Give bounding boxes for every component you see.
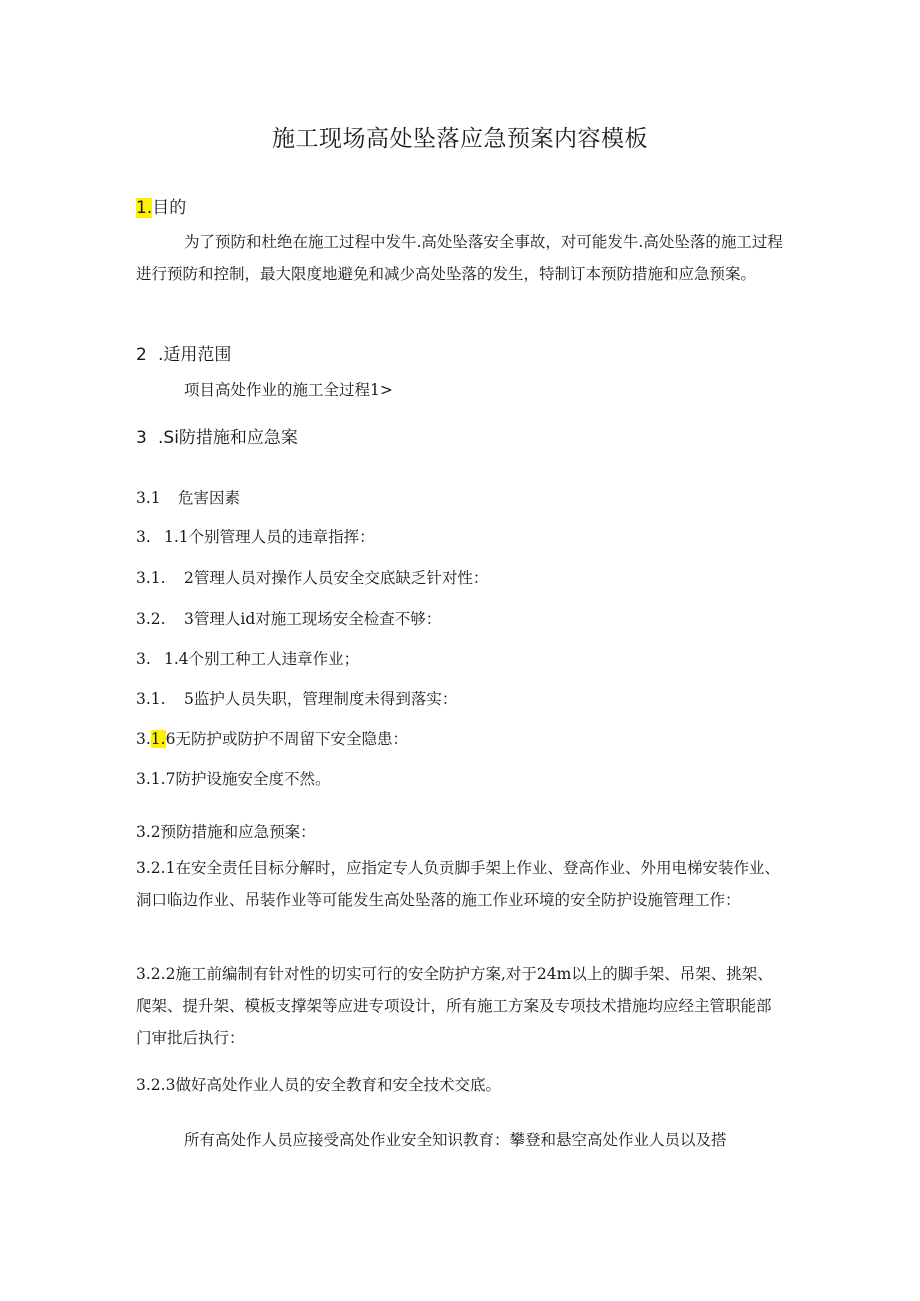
document-title: 施工现场高处坠落应急预案内容模板 bbox=[272, 126, 648, 152]
hazard-item-3: 3.2. 3管理人id对施工现场安全检查不够： bbox=[136, 610, 442, 628]
measure-3-2-3: 3.2.3做好高处作业人员的安全教育和安全技术交底。 bbox=[136, 1076, 501, 1094]
hazard-item-2: 3.1. 2管理人员对操作人员安全交底缺乏针对性： bbox=[136, 569, 489, 587]
highlighted-number: 1. bbox=[150, 730, 166, 748]
section-1-number: 1. bbox=[136, 198, 153, 218]
subsection-3-1-number: 3.1 bbox=[136, 489, 161, 507]
subsection-3-1-heading bbox=[136, 486, 240, 508]
closing-paragraph: 所有高处作人员应接受高处作业安全知识教育：攀登和悬空高处作业人员以及搭 bbox=[184, 1131, 727, 1149]
measure-3-2-2: 3.2.2施工前编制有针对性的切实可行的安全防护方案,对于24m以上的脚手架、吊架、挑架、爬架、提升架、模板支撑架等应进专项设计，所有施工方案及专项技术措施均应经主管职能部门审批后执行： bbox=[136, 965, 773, 1047]
purpose-paragraph: 为了预防和杜绝在施工过程中发牛.高处坠落安全事故，对可能发牛.高处坠落的施工过程进行预防和控制，最大限度地避免和减少高处坠落的发生，特制订本预防措施和应急预案。 bbox=[136, 233, 783, 283]
section-2-number: 2 bbox=[136, 345, 147, 365]
section-3-heading bbox=[136, 423, 298, 448]
hazard-item-7: 3.1.7防护设施安全度不然。 bbox=[136, 770, 331, 788]
hazard-item-1: 3. 1.1个别管理人员的违章指挥： bbox=[136, 528, 375, 546]
section-3-title: .Si防措施和应急案 bbox=[158, 428, 298, 448]
scope-paragraph: 项目高处作业的施工全过程1> bbox=[184, 381, 393, 399]
hazard-item-6: 3.1.6无防护或防护不周留下安全隐患： bbox=[136, 730, 408, 748]
section-1-title: 目的 bbox=[152, 198, 187, 218]
section-2-title: .适用范围 bbox=[158, 345, 232, 365]
subsection-3-2-heading: 3.2预防措施和应急预案： bbox=[136, 823, 316, 841]
section-2-heading bbox=[136, 340, 231, 365]
hazard-item-4: 3. 1.4个别工种工人违章作业； bbox=[136, 650, 360, 668]
subsection-3-1-title: 危害因素 bbox=[178, 489, 241, 507]
hazard-item-5: 3.1. 5监护人员失职，管理制度未得到落实： bbox=[136, 690, 458, 708]
measure-3-2-1: 3.2.1在安全责任目标分解时，应指定专人负贡脚手架上作业、登高作业、外用电梯安装作业、洞口临边作业、吊装作业等可能发生高处坠落的施工作业环境的安全防护设施管理工作： bbox=[136, 859, 780, 909]
section-3-number: 3 bbox=[136, 428, 147, 448]
section-1-heading bbox=[136, 193, 186, 218]
